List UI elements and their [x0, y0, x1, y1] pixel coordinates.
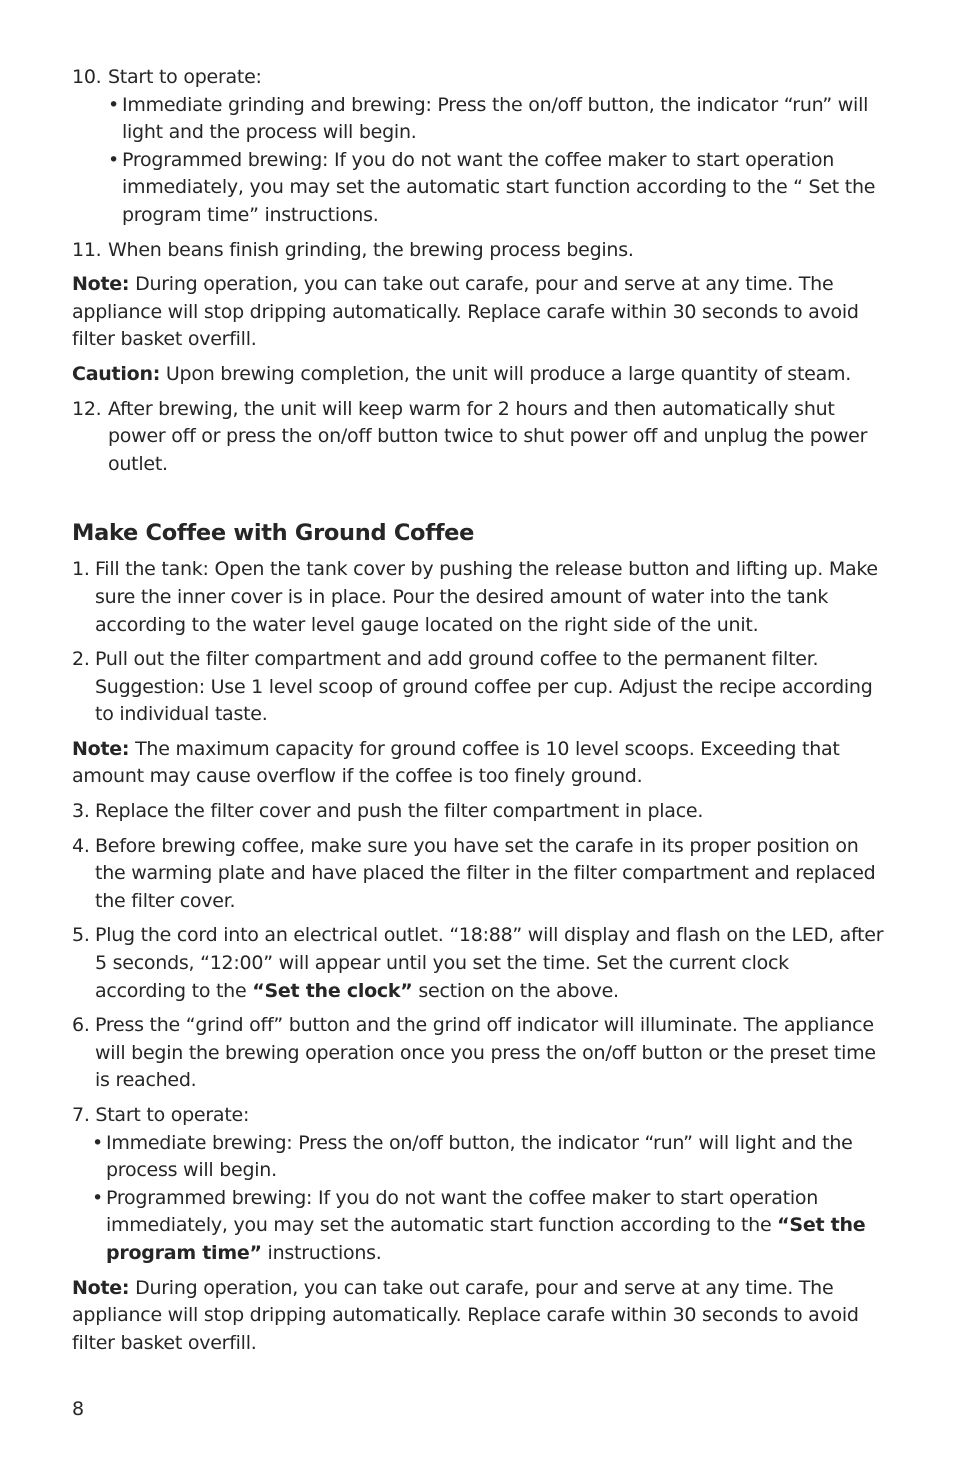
bullet-list	[72, 1130, 884, 1268]
bullet-list	[108, 92, 884, 230]
step-12	[72, 396, 884, 479]
step-text: Pull out the filter compartment and add ground coffee to the permanent filter. Suggestion: Use 1 level scoop of ground coffee per cup. Adjust the recipe according to individual taste.	[95, 648, 873, 726]
bullet-text-part: instructions.	[261, 1241, 382, 1264]
note-text: During operation, you can take out carafe, pour and serve at any time. The appliance will stop dripping automatically. Replace carafe within 30 seconds to avoid filter basket overfill.	[72, 1276, 859, 1354]
note-label: Note:	[72, 1276, 130, 1299]
note-text: During operation, you can take out carafe, pour and serve at any time. The appliance will stop dripping automatically. Replace carafe within 30 seconds to avoid filter basket overfill.	[72, 273, 859, 351]
note-label: Note:	[72, 737, 130, 760]
step-text: Replace the filter cover and push the filter compartment in place.	[95, 800, 704, 823]
bullet-item: • Immediate grinding and brewing: Press the on/off button, the indicator “run” will light and the process will begin.	[108, 92, 884, 147]
step-1	[72, 556, 884, 639]
step-text: 7. Start to operate:	[72, 1104, 250, 1126]
note-paragraph	[72, 1275, 884, 1358]
step-number: 11.	[72, 238, 102, 261]
step-text-part: section on the above.	[412, 979, 619, 1002]
note-text: The maximum capacity for ground coffee is 10 level scoops. Exceeding that amount may cause overflow if the coffee is too finely ground.	[72, 737, 840, 788]
step-text: When beans finish grinding, the brewing process begins.	[108, 238, 634, 261]
step-3	[72, 798, 884, 826]
caution-paragraph	[72, 361, 884, 389]
manual-page	[72, 64, 884, 1364]
step-text-bold: “Set the clock”	[252, 979, 413, 1002]
note-paragraph	[72, 736, 884, 791]
step-number: 12.	[72, 397, 102, 420]
step-11	[72, 237, 884, 265]
step-number: 3.	[72, 800, 90, 823]
step-number: 2.	[72, 648, 90, 671]
step-text: Press the “grind off” button and the grind off indicator will illuminate. The appliance will begin the brewing operation once you press the on/off button or the preset time is reached.	[95, 1014, 876, 1092]
bullet-item: • Immediate brewing: Press the on/off button, the indicator “run” will light and the process will begin.	[92, 1130, 884, 1185]
step-6	[72, 1012, 884, 1095]
step-7	[72, 1102, 884, 1268]
step-number: 1.	[72, 558, 90, 581]
caution-text: Upon brewing completion, the unit will produce a large quantity of steam.	[160, 362, 852, 385]
note-label: Note:	[72, 273, 130, 296]
note-paragraph	[72, 271, 884, 354]
bullet-text-part: Programmed brewing: If you do not want the coffee maker to start operation immediately, you may set the automatic start function according to the	[106, 1186, 819, 1237]
step-4	[72, 833, 884, 916]
step-text: Before brewing coffee, make sure you have set the carafe in its proper position on the warming plate and have placed the filter in the filter compartment and replaced the filter cover.	[95, 834, 876, 912]
step-text: Start to operate:	[108, 66, 262, 88]
step-text: After brewing, the unit will keep warm for 2 hours and then automatically shut power off or press the on/off button twice to shut power off and unplug the power outlet.	[108, 397, 868, 475]
bullet-text-bold: “Set the program time”	[106, 1214, 866, 1264]
step-text-part: Plug the cord into an electrical outlet. “18:88” will display and flash on the LED, after 5 seconds, “12:00” will appear until you set the time. Set the current clock according to the	[95, 924, 884, 1002]
step-number: 5.	[72, 924, 90, 947]
section-heading: Make Coffee with Ground Coffee	[72, 520, 475, 547]
bullet-item	[92, 1185, 884, 1268]
step-text: Fill the tank: Open the tank cover by pushing the release button and lifting up. Make sure the inner cover is in place. Pour the desired amount of water into the tank according to the water level gauge located on the right side of the unit.	[95, 558, 878, 636]
page-number: 8	[72, 1398, 85, 1420]
bullet-item: • Programmed brewing: If you do not want the coffee maker to start operation immediately, you may set the automatic start function according to the “ Set the program time” instructions.	[108, 147, 884, 230]
step-number: 4.	[72, 834, 90, 857]
step-5	[72, 922, 884, 1005]
step-number: 6.	[72, 1014, 90, 1037]
step-10	[72, 64, 884, 230]
step-number: 10.	[72, 66, 102, 88]
step-text	[95, 922, 884, 1005]
step-2	[72, 646, 884, 729]
caution-label: Caution:	[72, 362, 161, 385]
